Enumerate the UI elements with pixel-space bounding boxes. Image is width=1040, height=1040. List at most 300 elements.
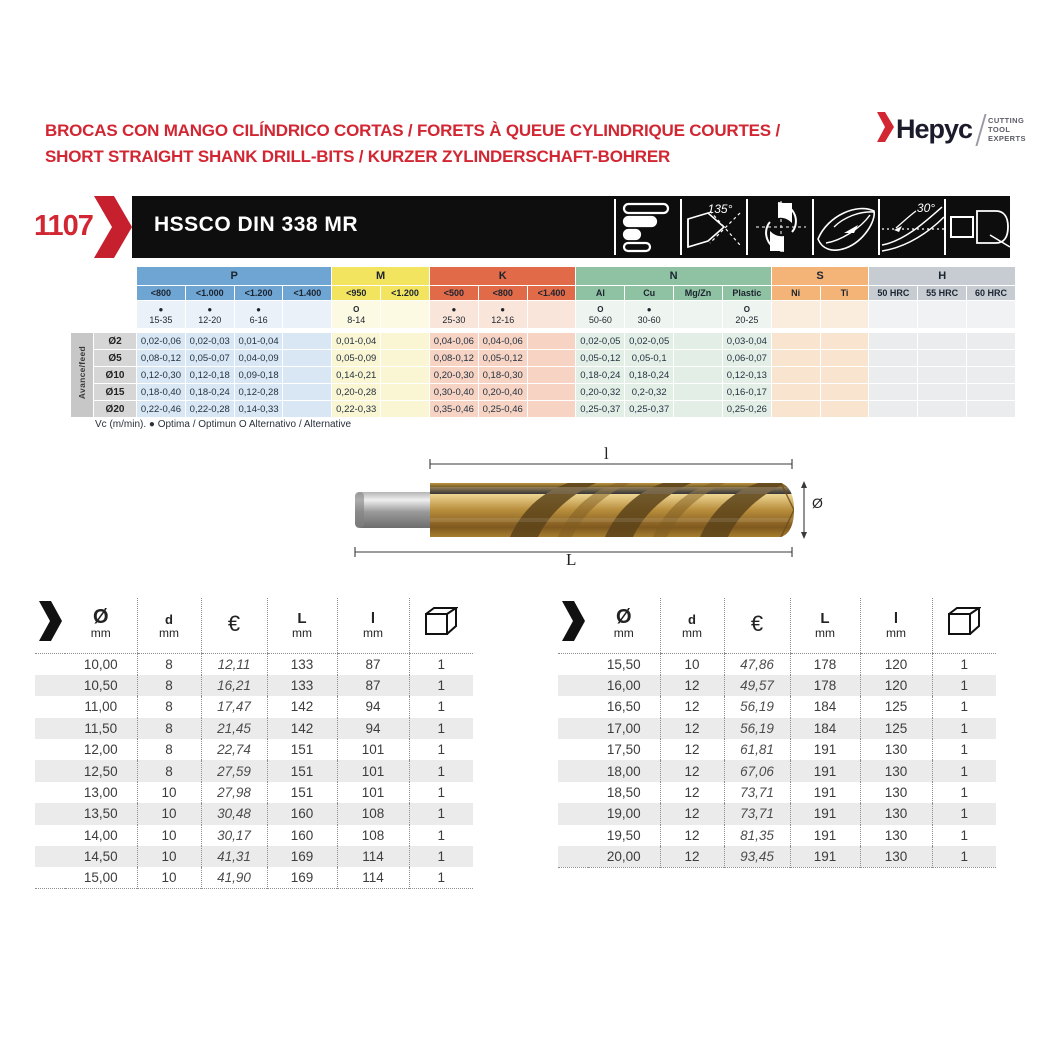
speed-subcol: <1.000 [186,286,234,300]
feed-value: 0,20-0,28 [332,384,380,400]
box-qty: 1 [409,782,473,803]
price-eur: 56,19 [724,718,790,739]
feed-value [967,384,1015,400]
price-eur: 30,17 [201,825,267,846]
col-header-total-length: L mm [267,598,337,654]
chevron-spacer [35,867,65,888]
vc-cell: ● 25-30 [430,301,478,328]
diameter-mm: 15,50 [606,656,641,672]
diameter-mm: 13,00 [83,785,118,801]
col-header-shank: d mm [660,598,724,654]
diameter-range-label: Ø10 [94,367,136,383]
drill-diagram [340,444,836,574]
feed-value: 0,02-0,06 [137,333,185,349]
col-header-total-length: L mm [790,598,860,654]
total-length-mm: 184 [790,718,860,739]
price-eur: 41,31 [201,846,267,867]
material-group-P: P [137,267,331,285]
vc-cell [821,301,869,328]
box-qty: 1 [932,782,996,803]
feed-value: 0,04-0,06 [479,333,527,349]
speed-subcol: Al [576,286,624,300]
total-length-mm: 160 [267,803,337,824]
col-header-diameter: Ø mm [588,598,660,654]
feed-value: 0,05-0,1 [625,350,673,366]
box-qty: 1 [932,846,996,867]
speed-subcol: Ni [772,286,820,300]
total-length-mm: 133 [267,654,337,675]
material-group-H: H [869,267,1015,285]
chevron-spacer [35,760,65,781]
feed-value [967,333,1015,349]
size-table-left-wrap [35,598,473,889]
shank-d-mm: 12 [660,718,724,739]
page-title-line1: BROCAS CON MANGO CILÍNDRICO CORTAS / FORETS À QUEUE CYLINDRIQUE COURTES / [45,121,780,140]
feed-value [528,401,576,417]
flute-length-mm: 130 [860,825,932,846]
diameter-mm: 18,00 [606,763,641,779]
material-group-S: S [772,267,869,285]
flute-length-mm: 125 [860,718,932,739]
speed-subcol-row [71,286,1015,300]
feed-value [381,333,429,349]
box-qty: 1 [409,867,473,888]
diameter-mm: 13,50 [83,806,118,822]
section-chevron-icon [558,598,588,654]
total-length-mm: 191 [790,760,860,781]
flute-length-mm: 94 [337,696,409,717]
price-eur: 27,98 [201,782,267,803]
diameter-mm: 19,50 [606,827,641,843]
total-length-mm: 160 [267,825,337,846]
speed-subcol: <800 [479,286,527,300]
box-qty: 1 [932,654,996,675]
feed-value [674,333,722,349]
speed-subcol: <800 [137,286,185,300]
box-qty: 1 [932,825,996,846]
speed-subcol: <950 [332,286,380,300]
speed-subcol: Plastic [723,286,771,300]
box-qty: 1 [932,760,996,781]
diameter-mm: 12,50 [83,763,118,779]
size-row [558,782,996,803]
speed-spacer [71,329,1015,332]
col-header-price: € [724,598,790,654]
speed-data-row [71,367,1015,383]
box-quantity-icon [409,598,473,654]
box-qty: 1 [409,803,473,824]
feed-value [381,401,429,417]
feed-axis-label: Avance/feed [71,333,93,417]
shank-d-mm: 12 [660,739,724,760]
shank-d-mm: 10 [137,867,201,888]
diameter-mm: 17,50 [606,742,641,758]
size-row [558,760,996,781]
flute-length-mm: 114 [337,846,409,867]
feed-value [283,350,331,366]
vc-cell: ● 6-16 [235,301,283,328]
vc-cell: ● 15-35 [137,301,185,328]
size-row [558,654,996,675]
size-row [35,825,473,846]
price-eur: 47,86 [724,654,790,675]
diameter-mm: 20,00 [606,848,641,864]
price-eur: 56,19 [724,696,790,717]
vc-cell [381,301,429,328]
shank-d-mm: 8 [137,696,201,717]
shank-d-mm: 12 [660,760,724,781]
feed-value: 0,12-0,28 [235,384,283,400]
feed-value [772,367,820,383]
col-header-flute-length: l mm [337,598,409,654]
feed-value: 0,02-0,05 [576,333,624,349]
total-length-mm: 151 [267,760,337,781]
feed-value: 0,35-0,46 [430,401,478,417]
chevron-spacer [558,846,588,867]
box-qty: 1 [932,739,996,760]
speed-data-row [71,350,1015,366]
feed-value: 0,03-0,04 [723,333,771,349]
speed-group-row [71,267,1015,285]
feed-value: 0,18-0,24 [625,367,673,383]
price-eur: 81,35 [724,825,790,846]
feed-value [772,401,820,417]
speed-subcol: Ti [821,286,869,300]
price-eur: 93,45 [724,846,790,867]
feed-value: 0,18-0,30 [479,367,527,383]
feed-value: 0,2-0,32 [625,384,673,400]
flute-length-mm: 87 [337,675,409,696]
feed-value: 0,18-0,40 [137,384,185,400]
speed-subcol: Mg/Zn [674,286,722,300]
chevron-spacer [35,782,65,803]
diameter-mm: 11,50 [84,720,118,736]
feed-value [869,401,917,417]
box-qty: 1 [932,696,996,717]
diameter-mm: 16,00 [606,678,641,694]
size-row [35,696,473,717]
size-bars-icon [614,199,680,255]
price-eur: 49,57 [724,675,790,696]
chevron-spacer [558,825,588,846]
feed-value [381,350,429,366]
brand-tagline [988,116,1026,143]
product-name: HSSCO DIN 338 MR [154,213,359,236]
flute-length-mm: 108 [337,825,409,846]
diameter-mm: 14,00 [83,827,118,843]
diameter-range-label: Ø20 [94,401,136,417]
feed-value: 0,25-0,37 [625,401,673,417]
col-header-shank: d mm [137,598,201,654]
size-row [558,739,996,760]
section-chevron-icon [35,598,65,654]
speed-data-row [71,333,1015,349]
feed-value [821,367,869,383]
size-row [35,675,473,696]
speed-vc-row [71,301,1015,328]
feed-value: 0,25-0,26 [723,401,771,417]
product-banner [0,196,1040,258]
feed-value: 0,25-0,37 [576,401,624,417]
flute-length-mm: 120 [860,675,932,696]
price-eur: 67,06 [724,760,790,781]
diameter-mm: 17,00 [606,720,641,736]
diameter-mm: 15,00 [83,870,118,886]
banner-black-bar [132,196,1010,258]
chevron-spacer [35,825,65,846]
flute-length-mm: 114 [337,867,409,888]
feed-value: 0,22-0,46 [137,401,185,417]
material-group-K: K [430,267,575,285]
price-eur: 30,48 [201,803,267,824]
chevron-spacer [558,803,588,824]
chevron-spacer [35,675,65,696]
size-row [35,718,473,739]
page-title [45,118,780,170]
flute-length-mm: 120 [860,654,932,675]
flute-length-mm: 130 [860,739,932,760]
price-eur: 16,21 [201,675,267,696]
flute-length-mm: 101 [337,739,409,760]
drill-tip-icon [812,199,878,255]
col-header-flute-length: l mm [860,598,932,654]
total-length-mm: 142 [267,718,337,739]
chevron-spacer [558,654,588,675]
feed-value: 0,20-0,30 [430,367,478,383]
shank-d-mm: 10 [137,825,201,846]
feed-value [381,367,429,383]
vc-cell [869,301,917,328]
speed-data-row [71,401,1015,417]
feed-value: 0,01-0,04 [332,333,380,349]
feed-value: 0,12-0,13 [723,367,771,383]
flute-cross-section-icon [746,199,812,255]
price-eur: 17,47 [201,696,267,717]
speed-subcol: <1.200 [381,286,429,300]
feed-value [821,401,869,417]
feed-value: 0,04-0,06 [430,333,478,349]
chevron-spacer [35,718,65,739]
feed-value [869,350,917,366]
feed-value: 0,05-0,12 [479,350,527,366]
size-row [35,739,473,760]
col-header-price: € [201,598,267,654]
diameter-mm: 16,50 [606,699,641,715]
feed-value [772,350,820,366]
material-group-N: N [576,267,770,285]
point-angle-135-icon [680,199,746,255]
product-reference: 1107 [34,210,93,242]
size-row [35,803,473,824]
vc-cell: O 8-14 [332,301,380,328]
chevron-spacer [558,782,588,803]
feed-value: 0,05-0,09 [332,350,380,366]
svg-text:30°: 30° [916,201,936,215]
diameter-mm: 11,00 [84,699,118,715]
speed-blank [71,267,136,328]
feed-value [528,384,576,400]
feed-value [869,367,917,383]
feed-value: 0,08-0,12 [430,350,478,366]
total-length-mm: 184 [790,696,860,717]
price-eur: 73,71 [724,782,790,803]
feed-value: 0,04-0,09 [235,350,283,366]
feed-value [918,384,966,400]
total-length-label: L [566,550,577,569]
size-row [35,782,473,803]
feed-value: 0,09-0,18 [235,367,283,383]
price-eur: 27,59 [201,760,267,781]
total-length-mm: 142 [267,696,337,717]
feed-value: 0,14-0,33 [235,401,283,417]
feed-value [283,367,331,383]
price-eur: 73,71 [724,803,790,824]
material-group-M: M [332,267,429,285]
flute-length-mm: 94 [337,718,409,739]
total-length-mm: 169 [267,867,337,888]
shank-d-mm: 8 [137,718,201,739]
chevron-spacer [35,654,65,675]
chevron-spacer [35,803,65,824]
box-qty: 1 [409,675,473,696]
feed-value: 0,25-0,46 [479,401,527,417]
svg-text:135°: 135° [707,202,733,216]
flute-length-mm: 130 [860,782,932,803]
feed-value [528,367,576,383]
shank-d-mm: 8 [137,654,201,675]
feed-value [869,333,917,349]
shank-d-mm: 10 [137,782,201,803]
size-row [558,675,996,696]
diameter-mm: 14,50 [83,849,118,865]
cutting-speed-table [70,266,1016,418]
feed-value [528,333,576,349]
logo-divider [975,114,986,146]
size-table-left [35,598,473,889]
tagline-line: CUTTING [988,116,1025,125]
vc-cell [967,301,1015,328]
feed-value [283,333,331,349]
feed-value [674,367,722,383]
shank-d-mm: 8 [137,760,201,781]
diameter-range-label: Ø15 [94,384,136,400]
feed-value: 0,14-0,21 [332,367,380,383]
feed-value [821,350,869,366]
speed-subcol: <1.400 [283,286,331,300]
feed-value: 0,06-0,07 [723,350,771,366]
diameter-mm: 10,00 [83,656,118,672]
total-length-mm: 191 [790,825,860,846]
vc-cell [283,301,331,328]
shank-d-mm: 8 [137,739,201,760]
size-header-row [35,598,473,654]
feed-value [674,401,722,417]
flute-length-mm: 125 [860,696,932,717]
total-length-mm: 178 [790,675,860,696]
box-qty: 1 [409,739,473,760]
box-qty: 1 [409,846,473,867]
feed-value [918,367,966,383]
feed-value: 0,01-0,04 [235,333,283,349]
feed-value [869,384,917,400]
col-header-diameter: Ø mm [65,598,137,654]
feed-value [528,350,576,366]
feed-value [283,384,331,400]
box-qty: 1 [409,718,473,739]
flute-length-mm: 101 [337,782,409,803]
vc-cell [674,301,722,328]
diameter-mm: 18,50 [606,785,641,801]
speed-subcol: 60 HRC [967,286,1015,300]
feed-value [918,333,966,349]
size-row [558,825,996,846]
tagline-line: EXPERTS [988,134,1026,143]
total-length-mm: 191 [790,739,860,760]
feed-value: 0,05-0,12 [576,350,624,366]
feed-value [674,384,722,400]
speed-subcol: <1.200 [235,286,283,300]
shank-d-mm: 12 [660,846,724,867]
feed-value: 0,12-0,18 [186,367,234,383]
price-eur: 41,90 [201,867,267,888]
feed-value: 0,30-0,40 [430,384,478,400]
feed-value [918,350,966,366]
total-length-mm: 191 [790,846,860,867]
shank-d-mm: 12 [660,696,724,717]
chevron-spacer [35,696,65,717]
size-row [35,654,473,675]
feed-value: 0,08-0,12 [137,350,185,366]
spec-icon-strip [614,199,1010,255]
size-row [35,867,473,888]
size-row [558,803,996,824]
feed-value: 0,18-0,24 [576,367,624,383]
shank-d-mm: 12 [660,675,724,696]
feed-value [821,384,869,400]
shank-d-mm: 10 [137,846,201,867]
box-qty: 1 [409,654,473,675]
speed-subcol: Cu [625,286,673,300]
total-length-mm: 133 [267,675,337,696]
vc-cell [772,301,820,328]
drill-illustration [340,448,836,574]
total-length-mm: 178 [790,654,860,675]
size-header-row [558,598,996,654]
chevron-spacer [35,739,65,760]
chevron-spacer [558,760,588,781]
vc-cell [918,301,966,328]
feed-value: 0,16-0,17 [723,384,771,400]
feed-value: 0,22-0,33 [332,401,380,417]
chevron-spacer [558,675,588,696]
box-qty: 1 [932,675,996,696]
flute-length-mm: 130 [860,846,932,867]
size-row [35,760,473,781]
feed-value [967,350,1015,366]
total-length-mm: 191 [790,803,860,824]
flute-length-mm: 130 [860,803,932,824]
tagline-line: TOOL [988,125,1011,134]
feed-value: 0,02-0,03 [186,333,234,349]
shank-d-mm: 12 [660,803,724,824]
diameter-range-label: Ø2 [94,333,136,349]
cylindrical-shank-icon [944,199,1010,255]
flute-length-mm: 130 [860,760,932,781]
speed-subcol: <1.400 [528,286,576,300]
price-eur: 22,74 [201,739,267,760]
vc-cell [528,301,576,328]
box-qty: 1 [932,718,996,739]
